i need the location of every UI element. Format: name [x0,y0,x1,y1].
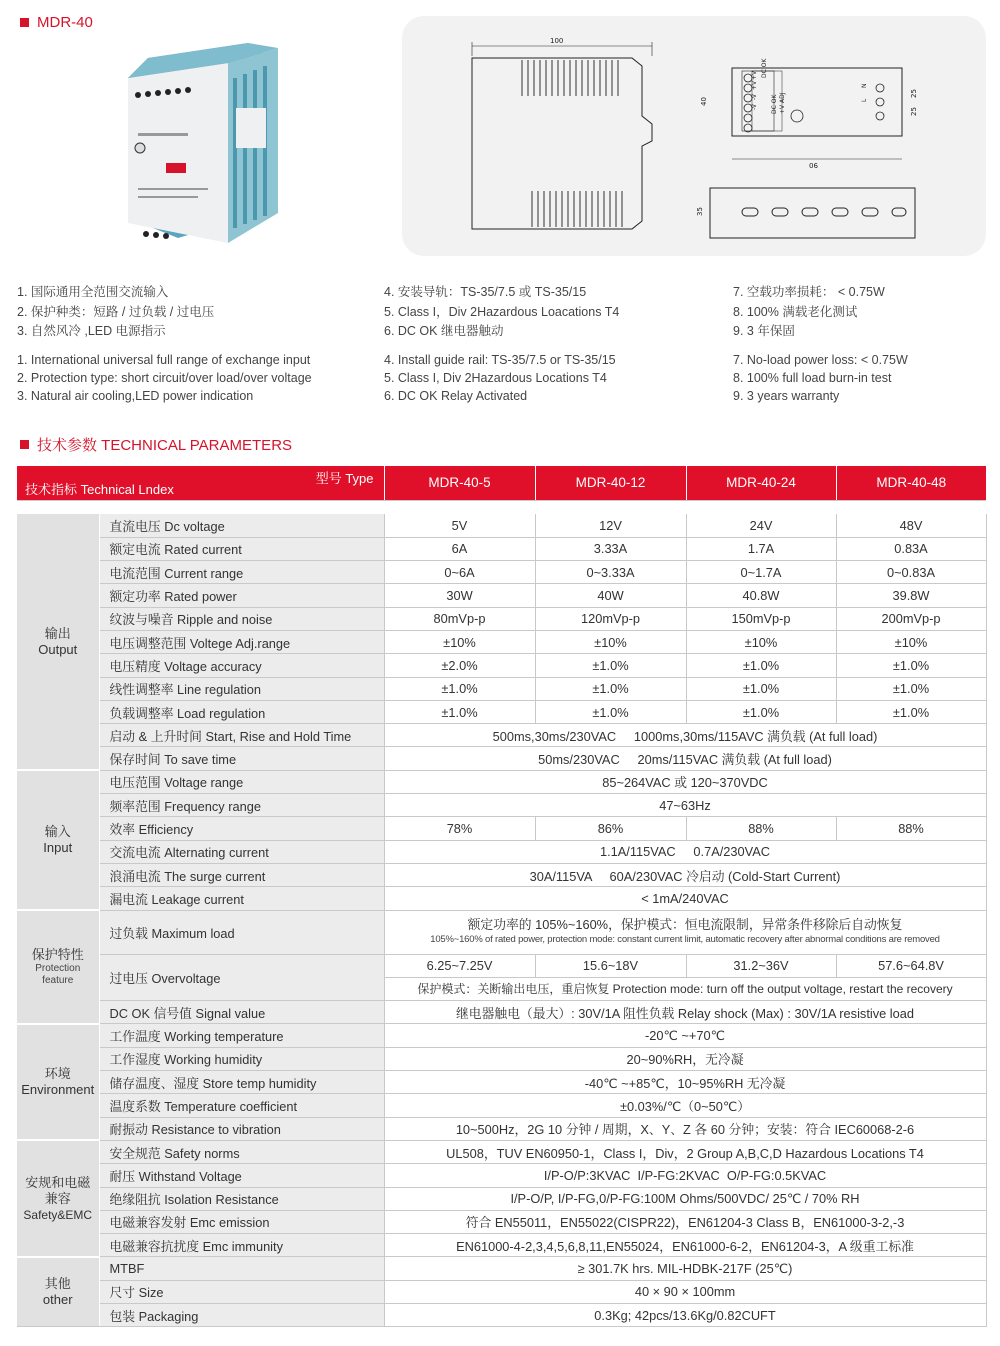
feature-item: 8. 100% full load burn-in test [733,371,892,385]
terminal-label: L [861,98,868,102]
cell: ±1.0% [836,654,986,677]
table-row [17,677,986,700]
table-header-row [17,466,986,500]
cell: ±1.0% [535,654,686,677]
feature-item: 2. 保护种类：短路 / 过负载 / 过电压 [17,304,215,319]
row-label: 效率 Efficiency [99,817,384,840]
table-row [17,817,986,840]
feature-item: 8. 100% 满载老化测试 [733,304,858,319]
tech-section-title [20,434,292,455]
table-row [17,770,986,793]
cell: ±1.0% [384,677,535,700]
table-row [17,1257,986,1280]
table-row [17,654,986,677]
features-en-col1 [17,351,312,405]
table-row [17,863,986,886]
cell: ±2.0% [384,654,535,677]
terminal-label: +V [751,70,758,80]
row-label: 温度系数 Temperature coefficient [99,1094,384,1117]
cell: 78% [384,817,535,840]
row-label: DC OK 信号值 Signal value [99,1001,384,1024]
table-row [17,514,986,537]
row-label: 过负载 Maximum load [99,910,384,954]
cell: 1.1A/115VAC 0.7A/230VAC [384,840,986,863]
cell: 符合 EN55011，EN55022(CISPR22)，EN61204-3 Class B，EN61000-3-2,-3 [384,1210,986,1233]
features-cn-col2 [384,283,619,342]
cell: 10~500Hz，2G 10 分钟 / 周期，X、Y、Z 各 60 分钟；安装：符合 IEC60068-2-6 [384,1117,986,1140]
feature-item: 1. 国际通用全范围交流输入 [17,285,169,299]
cell-line-cn: 额定功率的 105%~160%，保护模式：恒电流限制，异常条件移除后自动恢复 [467,917,903,933]
terminal-label: +V ADJ [779,92,786,114]
features-cn-col1 [17,283,214,342]
feature-item: 6. DC OK 继电器触动 [384,324,504,338]
feature-item: 1. International universal full range of exchange input [17,353,311,367]
row-label: 包装 Packaging [99,1304,384,1327]
row-label: 安全规范 Safety norms [99,1140,384,1163]
dim-rail: 35 [696,207,704,216]
row-label: 耐振动 Resistance to vibration [99,1117,384,1140]
cell: ±1.0% [836,700,986,723]
model-header: MDR-40-48 [836,466,986,500]
terminal-label: N [861,83,868,88]
cell: 0~3.33A [535,561,686,584]
feature-item: 6. DC OK Relay Activated [384,389,528,403]
cell: 31.2~36V [686,954,836,977]
cell: 48V [836,514,986,537]
cell: 0~1.7A [686,561,836,584]
cell: 86% [535,817,686,840]
table-row [17,794,986,817]
type-label: 型号 Type [315,471,374,486]
tech-title-text: 技术参数 TECHNICAL PARAMETERS [37,437,293,454]
spec-table [17,466,987,1327]
cell: UL508，TUV EN60950-1，Class I，Div，2 Group A,B,C,D Hazardous Locations T4 [384,1140,986,1163]
row-label: 电压调整范围 Voltege Adj.range [99,630,384,653]
cell: 24V [686,514,836,537]
cell: ±0.03%/℃（0~50℃） [384,1094,986,1117]
table-row [17,1280,986,1303]
feature-item: 2. Protection type: short circuit/over load/over voltage [17,371,312,385]
row-label: 工作湿度 Working humidity [99,1047,384,1070]
cell: 15.6~18V [535,954,686,977]
cell: 39.8W [836,584,986,607]
title-square-icon [20,18,29,27]
cell: 继电器触电（最大）: 30V/1A 阻性负载 Relay shock (Max) : 30V/1A resistive load [384,1001,986,1024]
row-label: 直流电压 Dc voltage [99,514,384,537]
row-label: 线性调整率 Line regulation [99,677,384,700]
table-row [17,584,986,607]
cell: 30W [384,584,535,607]
table-row [17,700,986,723]
group-safety [17,1140,99,1256]
row-label: 额定电流 Rated current [99,537,384,560]
cell: 85~264VAC 或 120~370VDC [384,770,986,793]
group-output: 输出 Output [17,514,99,770]
cell: 50ms/230VAC 20ms/115VAC 满负载 (At full load) [384,747,986,770]
row-label: 启动 & 上升时间 Start, Rise and Hold Time [99,724,384,747]
feature-item: 4. Install guide rail: TS-35/7.5 or TS-35/15 [384,353,616,367]
table-row [17,910,986,954]
feature-item: 9. 3 年保固 [733,324,795,338]
group-label-cn: 保护特性 [31,946,84,962]
feature-item: 7. 空载功率损耗： < 0.75W [733,285,885,299]
table-row [17,1001,986,1024]
group-label-en: Safety&EMC [23,1207,93,1222]
row-label: 工作温度 Working temperature [99,1024,384,1047]
feature-item: 4. 安装导轨：TS-35/7.5 或 TS-35/15 [384,285,587,299]
dim-side1: 25 [910,89,918,98]
cell: 保护模式：关断输出电压，重启恢复 Protection mode: turn off the output voltage, restart the recovery [384,977,986,1000]
cell: 20~90%RH，无冷凝 [384,1047,986,1070]
cell: ±1.0% [535,677,686,700]
table-row [17,1210,986,1233]
cell: -40℃ ~+85℃，10~95%RH 无冷凝 [384,1071,986,1094]
cell: 40.8W [686,584,836,607]
model-header: MDR-40-24 [686,466,836,500]
cell-line-en: 105%~160% of rated power, protection mode: constant current limit, automatic recovery after abnormal conditions are removed [430,934,940,946]
row-label: MTBF [99,1257,384,1280]
row-label: 储存温度、湿度 Store temp humidity [99,1071,384,1094]
row-label: 电磁兼容抗扰度 Emc immunity [99,1234,384,1257]
dim-height: 40 [700,97,708,106]
title-square-icon [20,440,29,449]
row-label: 漏电流 Leakage current [99,887,384,910]
cell: 6A [384,537,535,560]
cell: EN61000-4-2,3,4,5,6,8,11,EN55024，EN61000-6-2，EN61204-3，A 级重工标准 [384,1234,986,1257]
terminal-label: DC OK [771,94,778,114]
cell: 88% [686,817,836,840]
table-row [17,607,986,630]
terminal-label: -V [751,94,758,100]
features-en-col3 [733,351,908,405]
cell: 120mVp-p [535,607,686,630]
table-row [17,1047,986,1070]
terminal-label: DC OK [761,58,768,78]
cell: ±10% [535,630,686,653]
cell: ±1.0% [686,654,836,677]
cell: 0~6A [384,561,535,584]
group-label-en: other [42,1292,73,1308]
cell: 5V [384,514,535,537]
cell: 0.83A [836,537,986,560]
table-row [17,840,986,863]
group-other [17,1257,99,1327]
cell: 3.33A [535,537,686,560]
model-header: MDR-40-5 [384,466,535,500]
terminal-label: -V [751,104,758,110]
row-label: 耐压 Withstand Voltage [99,1164,384,1187]
cell: ±1.0% [686,677,836,700]
group-environment: 环境 Environment [17,1024,99,1140]
cell: 80mVp-p [384,607,535,630]
table-row [17,1071,986,1094]
dim-side2: 25 [910,107,918,116]
table-row [17,887,986,910]
row-label: 频率范围 Frequency range [99,794,384,817]
group-label-en: Protection feature [35,962,81,986]
cell: ≥ 301.7K hrs. MIL-HDBK-217F (25℃) [384,1257,986,1280]
table-row [17,561,986,584]
cell: 0.3Kg; 42pcs/13.6Kg/0.82CUFT [384,1304,986,1327]
model-name: MDR-40 [37,14,93,31]
group-input: 输入 Input [17,770,99,910]
table-row [17,1117,986,1140]
cell: ±10% [384,630,535,653]
row-label: 电压范围 Voltage range [99,770,384,793]
cell: ±1.0% [836,677,986,700]
cell: -20℃ ~+70℃ [384,1024,986,1047]
feature-item: 3. 自然风冷 ,LED 电源指示 [17,324,166,338]
table-row [17,747,986,770]
cell: 1.7A [686,537,836,560]
table-row [17,1234,986,1257]
cell: I/P-O/P:3KVAC I/P-FG:2KVAC O/P-FG:0.5KVAC [384,1164,986,1187]
row-label: 电磁兼容发射 Emc emission [99,1210,384,1233]
cell: 0~0.83A [836,561,986,584]
header-corner [17,466,384,500]
cell: 47~63Hz [384,794,986,817]
row-label: 绝缘阻抗 Isolation Resistance [99,1187,384,1210]
table-row [17,1164,986,1187]
group-label-cn: 其他 [44,1276,71,1292]
cell: ±10% [836,630,986,653]
table-row [17,1094,986,1117]
feature-item: 5. Class I，Div 2Hazardous Loacations T4 [384,304,620,319]
cell: ±1.0% [535,700,686,723]
row-label: 浪涌电流 The surge current [99,863,384,886]
cell: 40 × 90 × 100mm [384,1280,986,1303]
group-label-cn: 安规和电磁兼容 [25,1174,91,1206]
feature-item: 3. Natural air cooling,LED power indication [17,389,254,403]
cell: ±1.0% [384,700,535,723]
cell: ±1.0% [686,700,836,723]
cell: 30A/115VA 60A/230VAC 冷启动 (Cold-Start Current) [384,863,986,886]
cell: 12V [535,514,686,537]
dim-width: 90 [809,161,818,169]
dimension-drawing-panel [402,16,986,256]
table-row [17,537,986,560]
cell: 200mVp-p [836,607,986,630]
table-row [17,1024,986,1047]
cell [384,910,986,954]
table-row [17,630,986,653]
row-label: 额定功率 Rated power [99,584,384,607]
product-photo [118,38,293,248]
terminal-label: +V [751,80,758,90]
row-label: 交流电流 Alternating current [99,840,384,863]
model-header: MDR-40-12 [535,466,686,500]
cell: ±10% [686,630,836,653]
cell: 88% [836,817,986,840]
cell: 57.6~64.8V [836,954,986,977]
cell: I/P-O/P, I/P-FG,0/P-FG:100M Ohms/500VDC/ 25℃ / 70% RH [384,1187,986,1210]
cell: 40W [535,584,686,607]
table-row [17,1187,986,1210]
row-label: 保存时间 To save time [99,747,384,770]
features-cn-col3 [733,283,885,342]
table-row [17,724,986,747]
feature-item: 9. 3 years warranty [733,389,840,403]
table-row [17,954,986,977]
table-row [17,1304,986,1327]
index-label: 技术指标 Technical Lndex [25,481,174,497]
feature-item: 5. Class I, Div 2Hazardous Locations T4 [384,371,607,385]
row-label: 电流范围 Current range [99,561,384,584]
features-en-col2 [384,351,616,405]
table-row [17,1140,986,1163]
row-label: 电压精度 Voltage accuracy [99,654,384,677]
cell: 6.25~7.25V [384,954,535,977]
row-label: 纹波与噪音 Ripple and noise [99,607,384,630]
row-label: 负载调整率 Load regulation [99,700,384,723]
product-title [20,14,93,31]
cell: 500ms,30ms/230VAC 1000ms,30ms/115AVC 满负载 (At full load) [384,724,986,747]
row-label: 尺寸 Size [99,1280,384,1303]
dim-length: 100 [550,37,564,45]
feature-item: 7. No-load power loss: < 0.75W [733,353,908,367]
cell: < 1mA/240VAC [384,887,986,910]
group-protection [17,910,99,1024]
cell: 150mVp-p [686,607,836,630]
row-label: 过电压 Overvoltage [99,954,384,1001]
